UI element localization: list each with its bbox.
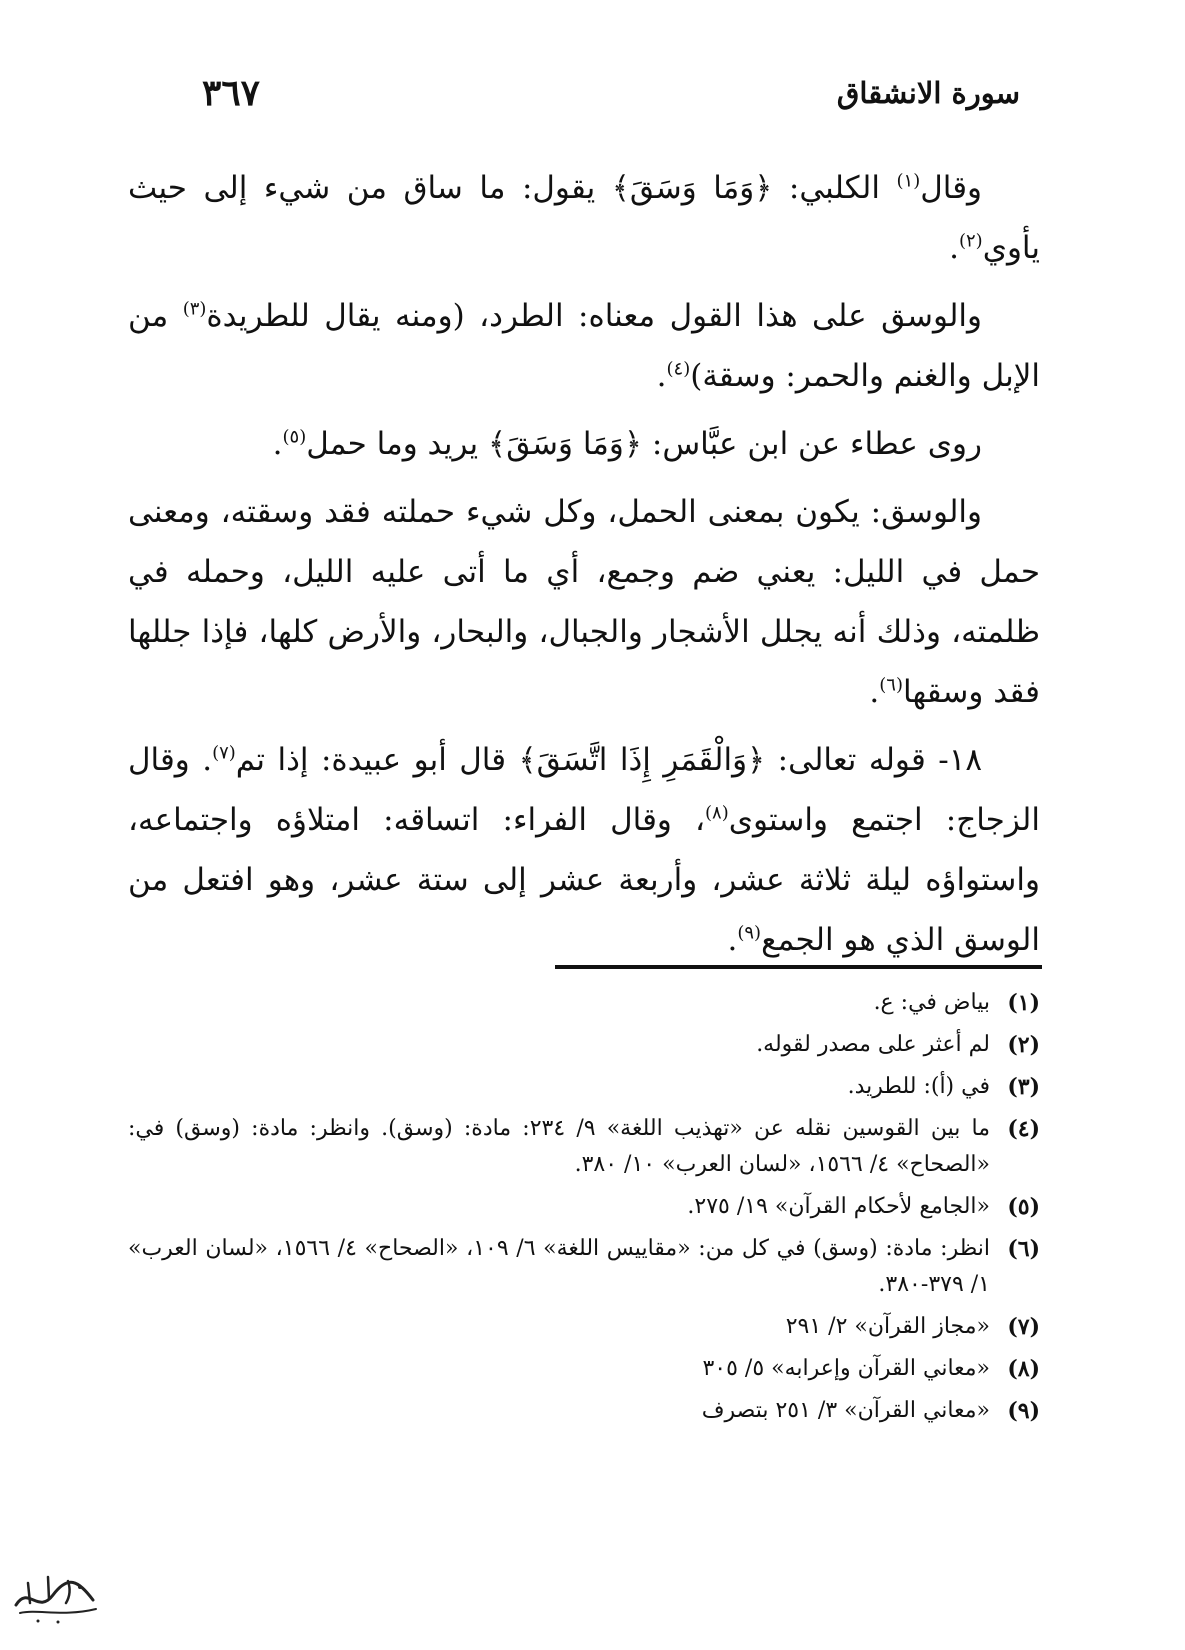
footnote-item <box>128 1189 1040 1225</box>
footnote-ref: (٢) <box>958 230 983 252</box>
footnote-separator <box>555 965 1042 969</box>
text-run: قال أبو عبيدة: إذا تم <box>235 742 519 778</box>
footnote-item <box>128 1231 1040 1303</box>
footnote-number: (١) <box>1007 990 1040 1016</box>
text-run: ١٨- قوله تعالى: <box>765 742 982 778</box>
paragraph-3 <box>128 414 1040 474</box>
footnote-text: «الجامع لأحكام القرآن» ١٩/ ٢٧٥. <box>687 1194 990 1219</box>
paragraph-4 <box>128 482 1040 722</box>
running-header <box>150 72 1020 122</box>
text-run: . <box>949 230 959 266</box>
footnote-text: في (أ): للطريد. <box>847 1074 990 1099</box>
footnote-ref: (٨) <box>705 802 729 824</box>
footnote-item <box>128 1351 1040 1387</box>
text-run: . وقال الزجاج: اجتمع واستوى <box>128 742 1040 838</box>
footnote-ref: (٩) <box>737 922 762 944</box>
footnote-item <box>128 1111 1040 1183</box>
text-run: . <box>272 426 283 462</box>
quran-verse: ﴿وَمَا وَسَقَ﴾ <box>488 426 643 462</box>
footnote-text: ما بين القوسين نقله عن «تهذيب اللغة» ٩/ ٢٣٤: مادة: (وسق). وانظر: مادة: (وسق) في: «الصحاح» ٤/ ١٥٦٦، «لسان العرب» ١٠/ ٣٨٠. <box>128 1116 990 1177</box>
footnote-ref: (٦) <box>879 674 903 696</box>
footnote-text: انظر: مادة: (وسق) في كل من: «مقاييس اللغة» ٦/ ١٠٩، «الصحاح» ٤/ ١٥٦٦، «لسان العرب» ١/ ٣٧٩-٣٨٠. <box>128 1236 991 1297</box>
footnotes <box>128 985 1040 1435</box>
text-run: . <box>656 358 667 394</box>
publisher-logo-icon <box>8 1565 103 1627</box>
footnote-item <box>128 1027 1040 1063</box>
footnote-item <box>128 1309 1040 1345</box>
footnote-text: بياض في: ع. <box>873 990 990 1015</box>
text-run: وقال <box>920 170 982 206</box>
footnote-number: (٨) <box>1007 1356 1040 1382</box>
text-run: يقول: ما ساق من شيء إلى حيث يأوي <box>128 170 1040 266</box>
footnote-ref: (١) <box>896 170 921 192</box>
footnote-text: لم أعثر على مصدر لقوله. <box>756 1032 990 1057</box>
footnote-ref: (٣) <box>182 298 207 320</box>
text-run: روى عطاء عن ابن عبَّاس: <box>642 426 982 462</box>
text-run: يريد وما حمل <box>306 426 489 462</box>
footnote-ref: (٥) <box>282 426 307 448</box>
footnote-item <box>128 1069 1040 1105</box>
quran-verse: ﴿وَمَا وَسَقَ﴾ <box>611 170 773 206</box>
footnote-item <box>128 985 1040 1021</box>
footnote-number: (٦) <box>1007 1236 1040 1262</box>
text-run: من الإبل والغنم والحمر: وسقة) <box>128 298 1040 394</box>
paragraph-5 <box>128 730 1040 970</box>
footnote-number: (٩) <box>1007 1398 1040 1424</box>
footnote-item <box>128 1393 1040 1429</box>
text-run: . <box>727 922 738 958</box>
paragraph-2 <box>128 286 1040 406</box>
text-run: والوسق: يكون بمعنى الحمل، وكل شيء حملته فقد وسقته، ومعنى حمل في الليل: يعني ضم وجمع، أي ما أتى عليه الليل، وحمله في ظلمته، وذلك أنه يجلل الأشجار والجبال، والبحار، والأرض كلها، فإذا جللها فقد وسقها <box>128 494 1040 710</box>
quran-verse: ﴿وَالْقَمَرِ إِذَا اتَّسَقَ﴾ <box>518 742 766 778</box>
footnote-text: «مجاز القرآن» ٢/ ٢٩١ <box>785 1314 990 1339</box>
text-run: . <box>869 674 880 710</box>
paragraph-1 <box>128 158 1040 278</box>
footnote-ref: (٤) <box>666 358 691 380</box>
footnote-number: (٤) <box>1007 1116 1040 1142</box>
text-run: الكلبي: <box>772 170 897 206</box>
page-number: ٣٦٧ <box>202 72 261 114</box>
footnote-ref: (٧) <box>212 742 236 764</box>
footnote-number: (٧) <box>1007 1314 1040 1340</box>
footnote-text: «معاني القرآن» ٣/ ٢٥١ بتصرف <box>701 1398 990 1423</box>
text-run: ، وقال الفراء: اتساقه: امتلاؤه واجتماعه، واستواؤه ليلة ثلاثة عشر، وأربعة عشر إلى ستة عشر، وهو افتعل من الوسق الذي هو الجمع <box>128 802 1040 958</box>
text-run: والوسق على هذا القول معناه: الطرد، (ومنه يقال للطريدة <box>206 298 982 334</box>
chapter-title: سورة الانشقاق <box>836 76 1020 110</box>
main-text <box>128 158 1040 978</box>
footnote-number: (٢) <box>1007 1032 1040 1058</box>
footnote-number: (٥) <box>1007 1194 1040 1220</box>
footnote-text: «معاني القرآن وإعرابه» ٥/ ٣٠٥ <box>702 1356 990 1381</box>
footnote-number: (٣) <box>1007 1074 1040 1100</box>
